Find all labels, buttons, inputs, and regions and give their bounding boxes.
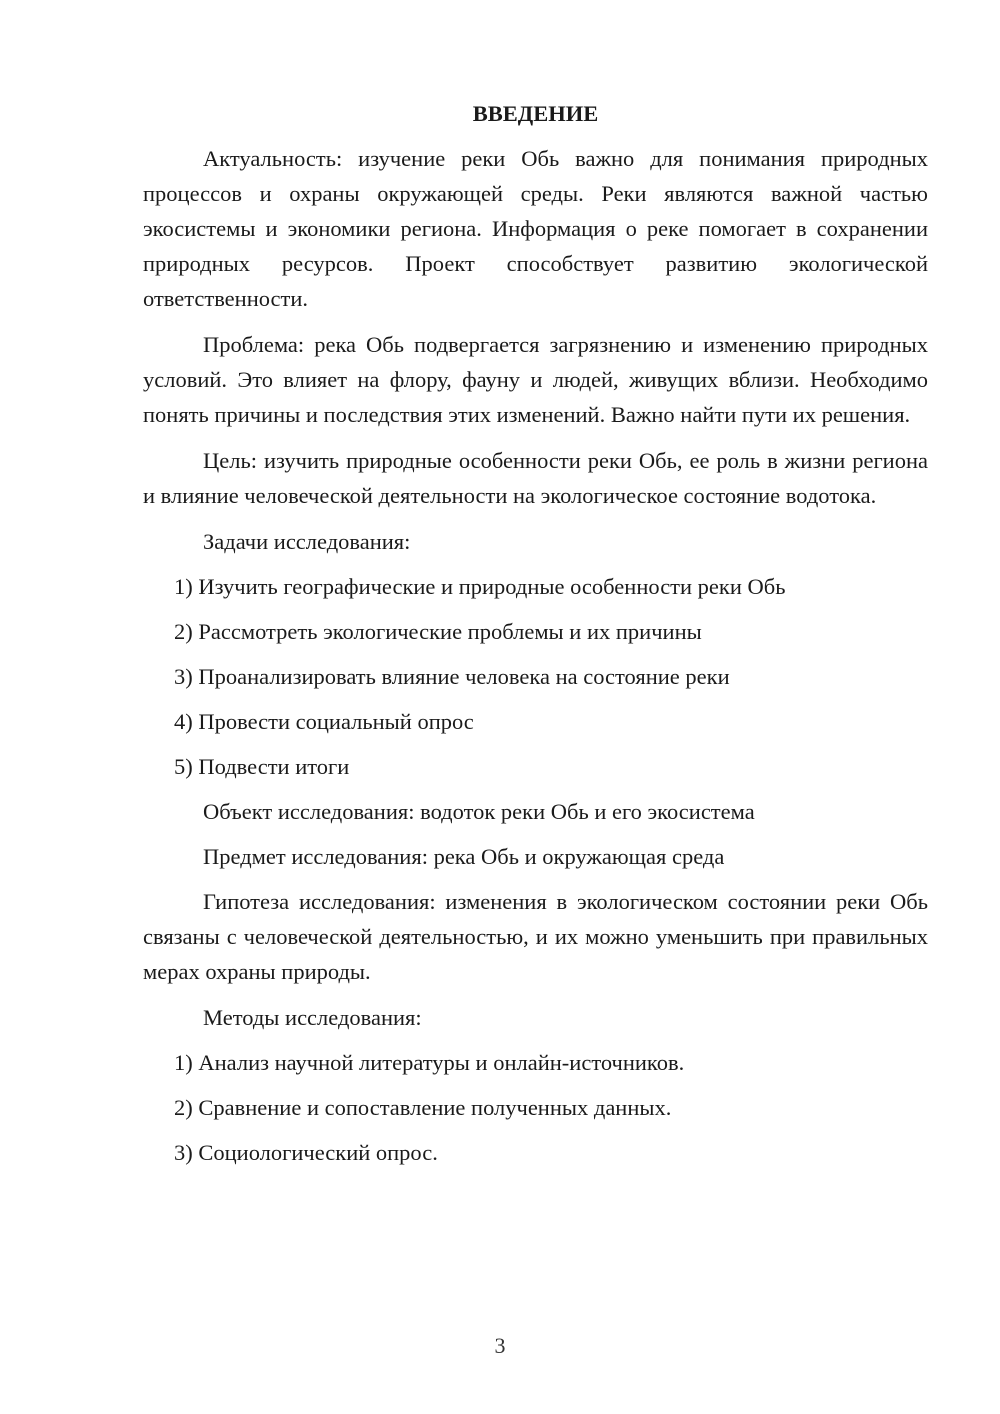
goal-paragraph: Цель: изучить природные особенности реки Обь, ее роль в жизни региона и влияние человеческой деятельности на экологическое состояние водотока. [143,448,928,508]
methods-heading: Методы исследования: [203,1005,422,1030]
tasks-heading: Задачи исследования: [203,529,411,554]
list-item: 1) Изучить географические и природные особенности реки Обь [174,574,786,599]
page-number: 3 [494,1333,506,1358]
relevance-paragraph: Актуальность: изучение реки Обь важно для понимания природных процессов и охраны окружающей среды. Реки являются важной частью экосистемы и экономики региона. Информация о реке помогает в сохранении природных ресурсов. Проект способствует развитию экологической ответственности. [143,146,928,311]
list-item: 2) Сравнение и сопоставление полученных данных. [174,1095,672,1120]
list-item: 3) Проанализировать влияние человека на состояние реки [174,664,730,689]
list-item: 5) Подвести итоги [174,754,350,779]
list-item: 4) Провести социальный опрос [174,709,474,734]
research-subject: Предмет исследования: река Обь и окружающая среда [203,844,725,869]
list-item: 1) Анализ научной литературы и онлайн-источников. [174,1050,685,1075]
methods-list [143,1045,928,1170]
section-title: ВВЕДЕНИЕ [472,101,599,126]
list-item: 3) Социологический опрос. [174,1140,438,1165]
research-object: Объект исследования: водоток реки Обь и его экосистема [203,799,755,824]
problem-paragraph: Проблема: река Обь подвергается загрязнению и изменению природных условий. Это влияет на флору, фауну и людей, живущих вблизи. Необходимо понять причины и последствия этих изменений. Важно найти пути их решения. [143,332,928,427]
hypothesis-paragraph: Гипотеза исследования: изменения в экологическом состоянии реки Обь связаны с человеческой деятельностью, и их можно уменьшить при правильных мерах охраны природы. [143,889,928,984]
list-item: 2) Рассмотреть экологические проблемы и их причины [174,619,702,644]
tasks-list [143,569,928,784]
document-page [143,96,928,1180]
